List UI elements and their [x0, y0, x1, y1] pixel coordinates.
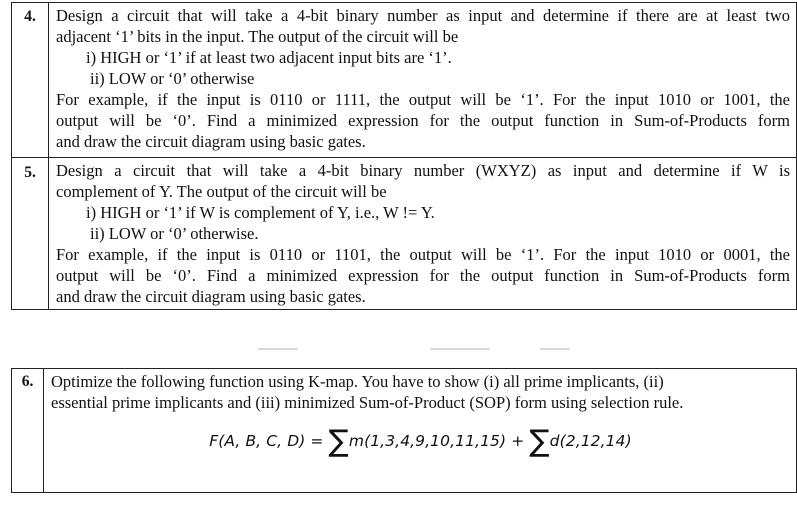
scan-artifact: [258, 348, 298, 350]
text-line: complement of Y. The output of the circuit will be: [56, 182, 387, 201]
text-line: Optimize the following function using K-map. You have to show (i) all prime implicants, (ii): [51, 372, 664, 391]
questions-table-top: [11, 2, 797, 310]
sigma-symbol: ∑: [529, 424, 550, 459]
formula-lhs: F(A, B, C, D) =: [209, 432, 324, 450]
question-row-5: [12, 158, 797, 310]
text-line: For example, if the input is 0110 or 1101, the output will be ‘1’. For the input 1010 or 0001, the: [56, 245, 790, 264]
text-line: Design a circuit that will take a 4-bit binary number as input and determine if there are at least two: [56, 6, 790, 25]
boolean-function-formula: [51, 424, 790, 459]
question-row-6: [12, 369, 797, 493]
formula-minterms: m(1,3,4,9,10,11,15): [348, 432, 507, 450]
questions-table-bottom: [11, 368, 797, 493]
text-line: and draw the circuit diagram using basic gates.: [56, 132, 366, 151]
text-line: adjacent ‘1’ bits in the input. The output of the circuit will be: [56, 27, 459, 46]
question-number: 4.: [12, 3, 49, 158]
text-line: output will be ‘0’. Find a minimized expression for the output function in Sum-of-Products form: [56, 111, 790, 130]
formula-dontcares: d(2,12,14): [549, 432, 632, 450]
scan-artifact: [430, 348, 490, 350]
text-line: i) HIGH or ‘1’ if at least two adjacent input bits are ‘1’.: [86, 48, 452, 67]
question-text: [49, 158, 797, 310]
question-number: 6.: [12, 369, 44, 493]
text-line: output will be ‘0’. Find a minimized expression for the output function in Sum-of-Products form: [56, 266, 790, 285]
question-number: 5.: [12, 158, 49, 310]
text-line: and draw the circuit diagram using basic gates.: [56, 287, 366, 306]
question-row-4: [12, 3, 797, 158]
text-line: i) HIGH or ‘1’ if W is complement of Y, i.e., W != Y.: [86, 203, 435, 222]
text-line: ii) LOW or ‘0’ otherwise: [90, 69, 255, 88]
question-text: [49, 3, 797, 158]
sigma-symbol: ∑: [328, 424, 349, 459]
formula-plus: +: [511, 432, 525, 450]
question-text: [44, 369, 797, 493]
scan-artifact: [540, 348, 570, 350]
text-line: essential prime implicants and (iii) minimized Sum-of-Product (SOP) form using selection rule.: [51, 393, 684, 412]
text-line: Design a circuit that will take a 4-bit binary number (WXYZ) as input and determine if W is: [56, 161, 790, 180]
text-line: ii) LOW or ‘0’ otherwise.: [90, 224, 259, 243]
text-line: For example, if the input is 0110 or 1111, the output will be ‘1’. For the input 1010 or 1001, the: [56, 90, 790, 109]
